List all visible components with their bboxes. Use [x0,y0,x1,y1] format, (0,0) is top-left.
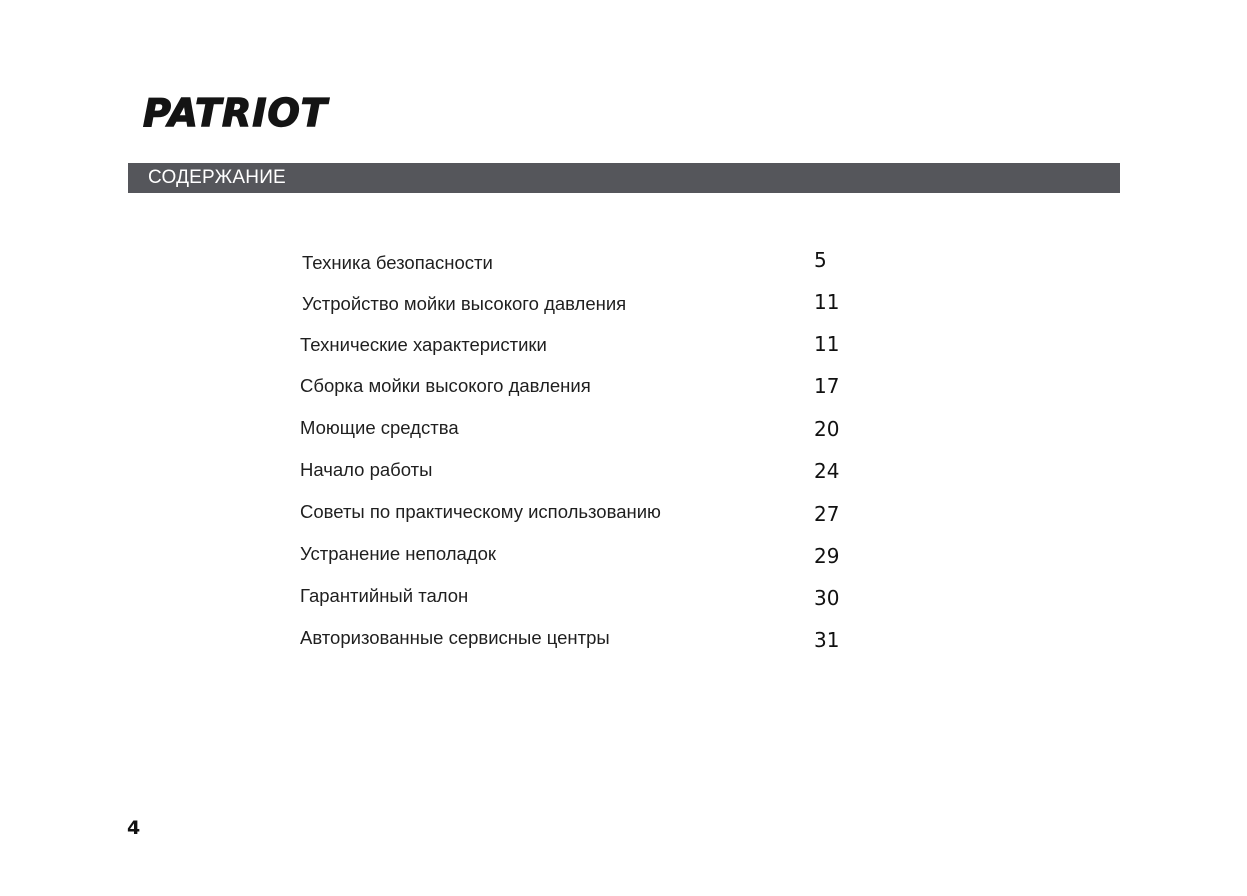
toc-item-page: 11 [814,332,840,356]
toc-item-label: Технические характеристики [300,334,547,355]
toc-item-page: 11 [814,290,840,314]
toc-item-page: 31 [814,628,840,652]
page-number: 4 [127,817,141,839]
toc-item-page: 27 [814,502,840,526]
toc-item-page: 24 [814,459,840,483]
toc-item[interactable] [0,374,1247,404]
toc-item[interactable] [0,290,1247,320]
toc-item-label: Устройство мойки высокого давления [302,293,627,314]
toc-item-label: Сборка мойки высокого давления [300,375,591,396]
toc-item-label: Советы по практическому использованию [300,501,661,522]
toc-item[interactable] [0,417,1247,447]
toc-item-label: Гарантийный талон [300,585,469,606]
toc-item[interactable] [0,543,1247,573]
toc-item[interactable] [0,501,1247,531]
toc-item-page: 20 [814,417,840,441]
toc-item[interactable] [0,585,1247,615]
toc-item-label: Моющие средства [300,417,459,438]
toc-item-label: Устранение неполадок [300,543,496,564]
toc-item-page: 17 [814,374,840,398]
brand-logo-text: PATRIOT [143,92,328,132]
toc-item-page: 5 [814,248,827,272]
toc-item[interactable] [0,248,1247,278]
toc-item-page: 29 [814,544,840,568]
toc-item-label: Начало работы [300,459,433,480]
toc-item[interactable] [0,459,1247,489]
toc-item-label: Техника безопасности [302,252,493,273]
toc-item[interactable] [0,627,1247,657]
toc-item-page: 30 [814,586,840,610]
toc-item-label: Авторизованные сервисные центры [300,627,610,648]
toc-item[interactable] [0,332,1247,362]
section-title: СОДЕРЖАНИЕ [148,167,286,188]
